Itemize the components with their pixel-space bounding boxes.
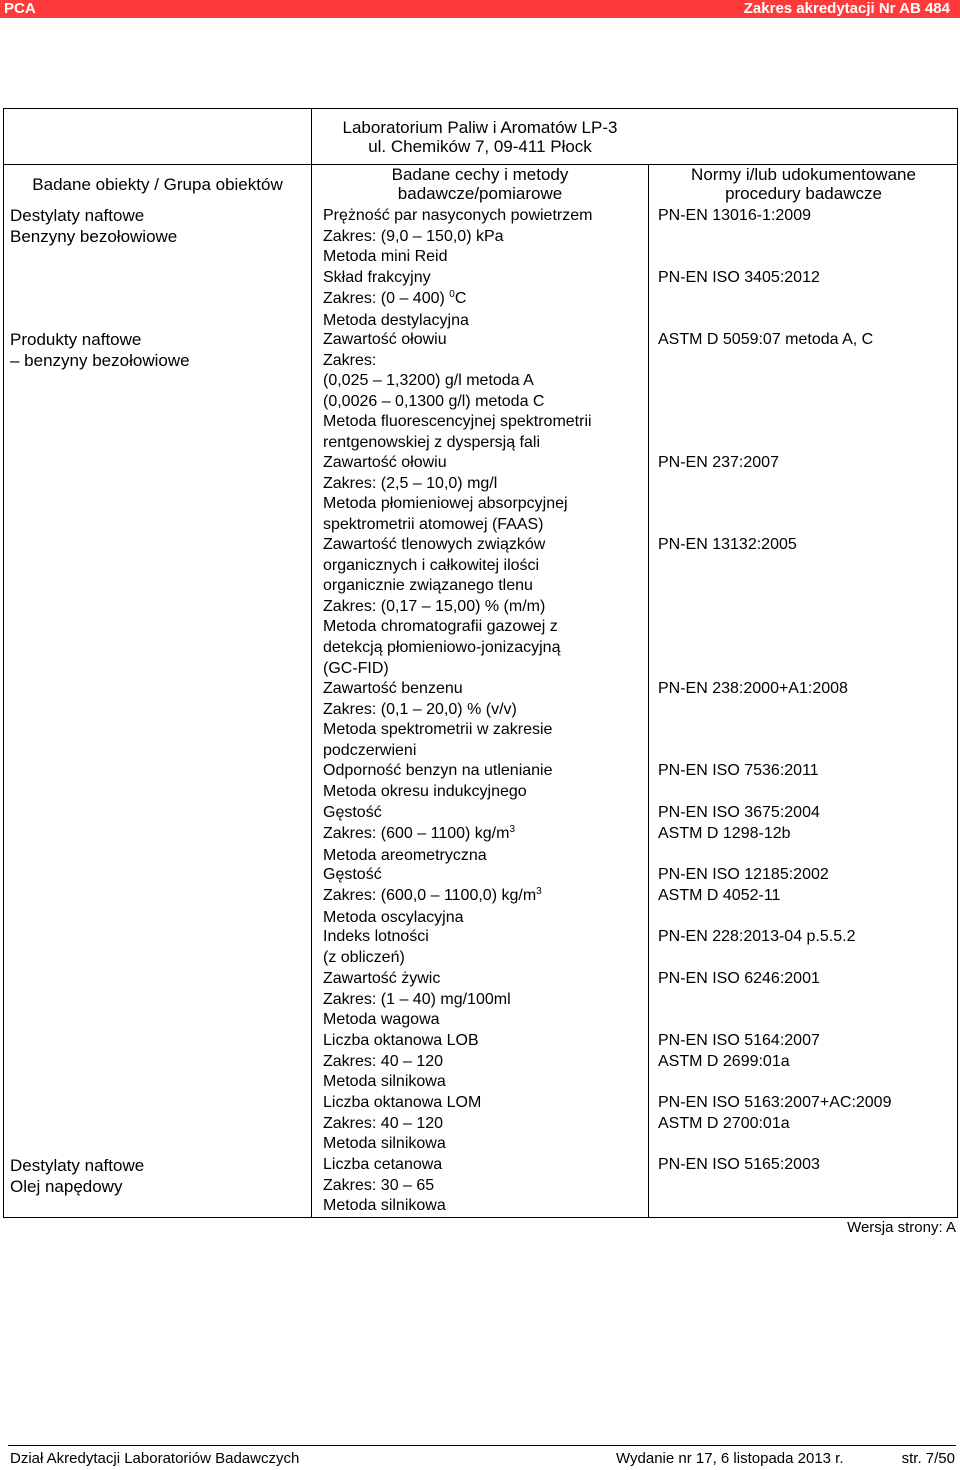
norm-line: PN-EN ISO 3405:2012 — [658, 269, 820, 286]
norm-cell — [658, 453, 779, 474]
feature-cell — [323, 761, 553, 802]
feature-line: Metoda mini Reid — [323, 248, 448, 266]
norm-line: PN-EN 13016-1:2009 — [658, 207, 811, 224]
feature-line: spektrometrii atomowej (FAAS) — [323, 515, 544, 533]
col-header-norms-2: procedury badawcze — [725, 184, 882, 203]
norm-cell — [658, 761, 819, 782]
feature-line: Zakres: 30 – 65 — [323, 1176, 435, 1194]
feature-line: Prężność par nasyconych powietrzem — [323, 207, 593, 224]
feature-line: (0,0026 – 0,1300 g/l) metoda C — [323, 392, 545, 410]
norm-cell — [658, 927, 855, 948]
col-divider-2 — [648, 164, 649, 1218]
feature-line: Gęstość — [323, 866, 382, 883]
feature-line: Indeks lotności — [323, 928, 429, 945]
feature-line: Zakres: 40 – 120 — [323, 1052, 444, 1070]
feature-cell — [323, 927, 429, 968]
footer-left: Dział Akredytacji Laboratoriów Badawczych — [10, 1450, 300, 1467]
footer-right: str. 7/50 — [901, 1450, 955, 1467]
feature-line: Skład frakcyjny — [323, 269, 431, 286]
feature-line: organicznych i całkowitej ilości — [323, 556, 540, 574]
object-group-3 — [10, 1156, 144, 1197]
feature-line: Zawartość żywic — [323, 970, 441, 987]
col-divider-1 — [311, 108, 312, 1218]
feature-line: Zawartość ołowiu — [323, 454, 447, 471]
feature-line: Liczba oktanowa LOM — [323, 1094, 482, 1111]
norm-cell — [658, 330, 873, 351]
norm-line: PN-EN ISO 5163:2007+AC:2009 — [658, 1094, 892, 1111]
feature-line: Metoda destylacyjna — [323, 312, 469, 330]
norm-line: PN-EN ISO 5165:2003 — [658, 1156, 820, 1173]
object-group-1 — [10, 206, 177, 247]
norm-line: ASTM D 5059:07 metoda A, C — [658, 331, 874, 348]
feature-line: Liczba oktanowa LOB — [323, 1032, 479, 1049]
object-line: Benzyny bezołowiowe — [10, 226, 178, 246]
feature-cell — [323, 1031, 479, 1093]
col-header-objects: Badane obiekty / Grupa obiektów — [32, 175, 283, 194]
superscript: 0 — [449, 288, 455, 300]
feature-line: Zawartość tlenowych związków — [323, 536, 546, 553]
object-line: Produkty naftowe — [10, 330, 142, 349]
superscript: 3 — [509, 823, 516, 835]
feature-line: Metoda silnikowa — [323, 1135, 446, 1153]
norm-line: PN-EN 13132:2005 — [658, 536, 797, 553]
feature-line: Zawartość ołowiu — [323, 331, 447, 348]
norm-cell — [658, 865, 829, 906]
feature-line: Metoda chromatografii gazowej z — [323, 618, 558, 636]
feature-cell — [323, 453, 568, 535]
norm-line: PN-EN ISO 5164:2007 — [658, 1032, 820, 1049]
feature-cell — [323, 268, 469, 332]
header-right: Zakres akredytacji Nr AB 484 — [743, 0, 950, 17]
footer-rule — [8, 1445, 956, 1446]
norm-cell — [658, 206, 811, 227]
feature-text: Zakres: (600,0 – 1100,0) kg/m — [323, 886, 537, 904]
feature-cell — [323, 1155, 446, 1217]
top-banner — [0, 0, 960, 18]
norm-cell — [658, 1155, 820, 1176]
norm-line: ASTM D 2699:01a — [658, 1052, 790, 1070]
object-line: – benzyny bezołowiowe — [10, 350, 190, 370]
feature-text: Zakres: (600 – 1100) kg/m — [323, 824, 510, 842]
feature-cell — [323, 679, 552, 761]
feature-cell — [323, 1093, 481, 1155]
feature-line: Zakres: (9,0 – 150,0) kPa — [323, 227, 504, 245]
norm-line: PN-EN 237:2007 — [658, 454, 779, 471]
feature-line: (z obliczeń) — [323, 948, 405, 966]
norm-line: PN-EN ISO 3675:2004 — [658, 804, 820, 821]
feature-line: detekcją płomieniowo-jonizacyjną — [323, 638, 561, 656]
norm-line: PN-EN 228:2013-04 p.5.5.2 — [658, 928, 856, 945]
header-left: PCA — [4, 0, 36, 17]
feature-line: Metoda areometryczna — [323, 847, 487, 865]
feature-cell — [323, 803, 515, 867]
col-header-features-1: Badane cechy i metody — [391, 165, 569, 184]
feature-line: Zakres: 40 – 120 — [323, 1114, 444, 1132]
norm-cell — [658, 1031, 820, 1072]
superscript: 3 — [536, 885, 542, 897]
norm-line: ASTM D 4052-11 — [658, 886, 781, 904]
feature-line: (GC-FID) — [323, 659, 389, 677]
norm-cell — [658, 1093, 891, 1134]
feature-cell — [323, 865, 542, 929]
feature-line: Metoda wagowa — [323, 1011, 440, 1029]
feature-line: Metoda silnikowa — [323, 1073, 446, 1091]
norm-line: PN-EN ISO 12185:2002 — [658, 866, 829, 883]
lab-name: Laboratorium Paliw i Aromatów LP-3 — [342, 118, 618, 137]
feature-line: Metoda silnikowa — [323, 1197, 446, 1215]
page-version: Wersja strony: A — [847, 1219, 956, 1236]
norm-line: PN-EN ISO 6246:2001 — [658, 970, 820, 987]
feature-line: Metoda okresu indukcyjnego — [323, 782, 527, 800]
feature-line: Zakres: (0,17 – 15,00) % (m/m) — [323, 597, 546, 615]
col-header-features-2: badawcze/pomiarowe — [397, 184, 563, 203]
norm-line: PN-EN ISO 7536:2011 — [658, 762, 819, 779]
feature-cell — [323, 969, 511, 1031]
feature-line: Zawartość benzenu — [323, 680, 463, 697]
feature-cell — [323, 206, 592, 268]
feature-line — [323, 886, 542, 909]
object-line: Destylaty naftowe — [10, 1156, 145, 1175]
feature-line: Zakres: — [323, 351, 377, 369]
norm-line: ASTM D 1298-12b — [658, 824, 791, 842]
object-line: Olej napędowy — [10, 1176, 123, 1196]
norm-line: ASTM D 2700:01a — [658, 1114, 790, 1132]
feature-line: Metoda fluorescencyjnej spektrometrii — [323, 413, 592, 431]
object-group-2 — [10, 330, 190, 371]
col-header-norms-1: Normy i/lub udokumentowane — [691, 165, 916, 184]
feature-line — [323, 289, 469, 312]
feature-line: Odporność benzyn na utlenianie — [323, 762, 553, 779]
feature-cell — [323, 535, 560, 679]
feature-cell — [323, 330, 592, 454]
feature-line: rentgenowskiej z dyspersją fali — [323, 433, 540, 451]
footer-middle: Wydanie nr 17, 6 listopada 2013 r. — [616, 1450, 844, 1467]
object-line: Destylaty naftowe — [10, 206, 145, 225]
norm-cell — [658, 969, 820, 990]
norm-cell — [658, 679, 848, 700]
feature-line: Metoda oscylacyjna — [323, 909, 464, 927]
feature-line: Gęstość — [323, 804, 382, 821]
feature-line: (0,025 – 1,3200) g/l metoda A — [323, 372, 534, 390]
feature-line: podczerwieni — [323, 741, 417, 759]
feature-text: Zakres: (0 – 400) — [323, 289, 450, 307]
feature-line: Zakres: (1 – 40) mg/100ml — [323, 990, 511, 1008]
feature-line — [323, 824, 515, 847]
feature-line: Liczba cetanowa — [323, 1156, 443, 1173]
lab-address: ul. Chemików 7, 09-411 Płock — [368, 137, 592, 156]
feature-line: organicznie związanego tlenu — [323, 577, 533, 595]
norm-cell — [658, 803, 820, 844]
norm-cell — [658, 535, 797, 556]
feature-line: Metoda płomieniowej absorpcyjnej — [323, 495, 568, 513]
feature-line: Zakres: (0,1 – 20,0) % (v/v) — [323, 700, 517, 718]
norm-cell — [658, 268, 820, 289]
feature-line: Zakres: (2,5 – 10,0) mg/l — [323, 474, 498, 492]
unit-suffix: C — [454, 289, 467, 307]
norm-line: PN-EN 238:2000+A1:2008 — [658, 680, 848, 697]
feature-line: Metoda spektrometrii w zakresie — [323, 721, 553, 739]
